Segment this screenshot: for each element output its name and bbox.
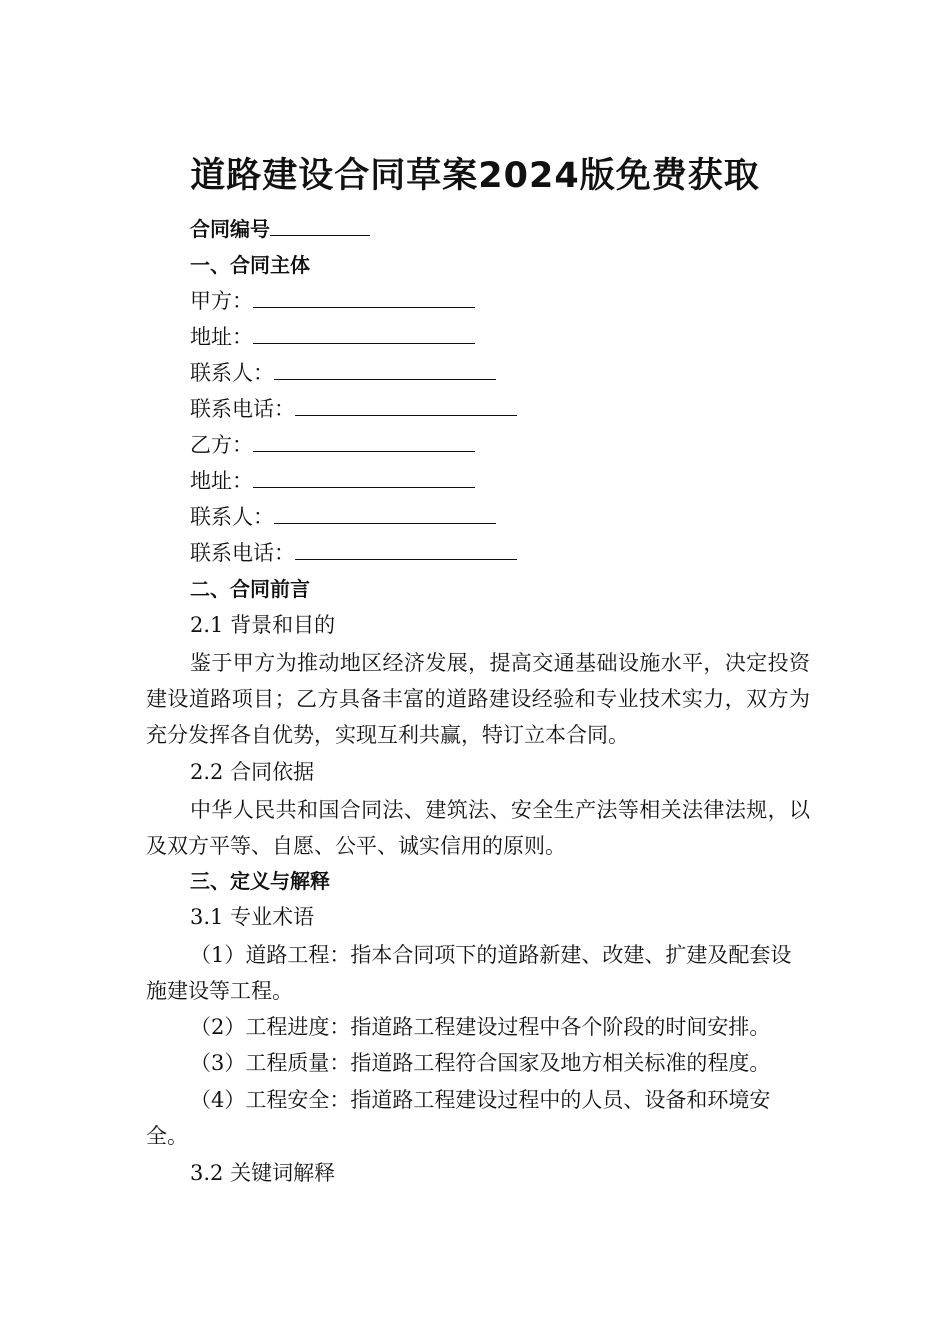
term-3: （3）工程质量：指道路工程符合国家及地方相关标准的程度。 xyxy=(190,1051,771,1075)
party-a-line xyxy=(190,286,475,316)
party-a-address-label: 地址： xyxy=(190,325,253,349)
party-a-address-line xyxy=(190,322,475,352)
contract-number-label: 合同编号 xyxy=(190,217,270,241)
party-b-phone-blank xyxy=(295,541,517,560)
party-b-contact-line xyxy=(190,502,496,532)
party-b-address-line xyxy=(190,466,475,496)
party-b-contact-label: 联系人： xyxy=(190,505,274,529)
party-a-phone-blank xyxy=(295,397,517,416)
party-a-address-blank xyxy=(253,325,475,344)
party-a-blank xyxy=(253,289,475,308)
party-b-blank xyxy=(253,433,475,452)
term-2: （2）工程进度：指道路工程建设过程中各个阶段的时间安排。 xyxy=(190,1015,771,1039)
party-a-contact-line xyxy=(190,358,496,388)
subsection-2-1-heading: 2.1 背景和目的 xyxy=(190,613,336,637)
section-3-heading: 三、定义与解释 xyxy=(190,869,330,893)
document-title: 道路建设合同草案2024版免费获取 xyxy=(190,156,760,196)
subsection-2-1-text: 鉴于甲方为推动地区经济发展，提高交通基础设施水平，决定投资建设道路项目；乙方具备丰富的道路建设经验和专业技术实力，双方为充分发挥各自优势，实现互利共赢，特订立本合同。 xyxy=(146,651,810,747)
section-1-heading: 一、合同主体 xyxy=(190,253,310,277)
contract-number-line xyxy=(190,214,370,244)
party-b-phone-label: 联系电话： xyxy=(190,541,295,565)
party-b-line xyxy=(190,430,475,460)
section-2-heading: 二、合同前言 xyxy=(190,577,310,601)
party-b-address-blank xyxy=(253,469,475,488)
subsection-3-1-heading: 3.1 专业术语 xyxy=(190,905,315,929)
contract-number-blank xyxy=(270,217,370,236)
party-b-address-label: 地址： xyxy=(190,469,253,493)
party-b-label: 乙方： xyxy=(190,433,253,457)
subsection-3-2-heading: 3.2 关键词解释 xyxy=(190,1161,336,1185)
subsection-2-2-text: 中华人民共和国合同法、建筑法、安全生产法等相关法律法规，以及双方平等、自愿、公平、诚实信用的原则。 xyxy=(146,798,810,858)
party-a-contact-label: 联系人： xyxy=(190,361,274,385)
party-a-phone-label: 联系电话： xyxy=(190,397,295,421)
party-b-phone-line xyxy=(190,538,517,568)
subsection-2-2-heading: 2.2 合同依据 xyxy=(190,760,315,784)
party-a-phone-line xyxy=(190,394,517,424)
party-a-contact-blank xyxy=(274,361,496,380)
term-1: （1）道路工程：指本合同项下的道路新建、改建、扩建及配套设施建设等工程。 xyxy=(146,943,792,1003)
term-4: （4）工程安全：指道路工程建设过程中的人员、设备和环境安全。 xyxy=(146,1088,771,1148)
party-a-label: 甲方： xyxy=(190,289,253,313)
party-b-contact-blank xyxy=(274,505,496,524)
